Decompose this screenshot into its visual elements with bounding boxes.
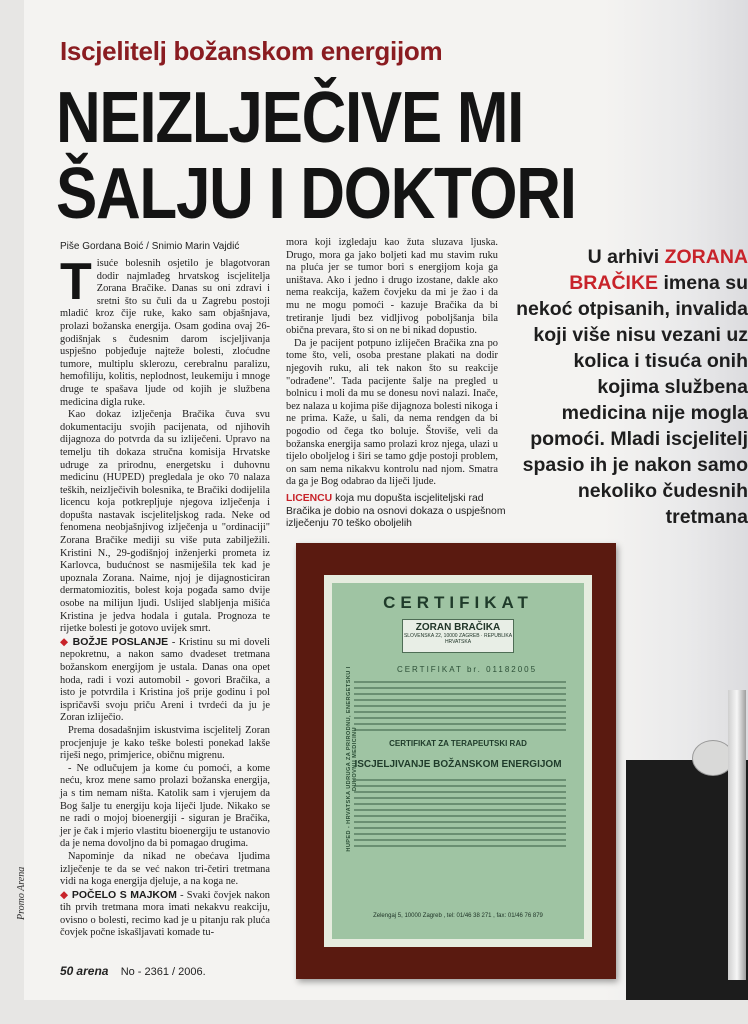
certificate-address: Zelengaj 5, 10000 Zagreb , tel: 01/46 38 271 , fax: 01/46 76 879 xyxy=(373,913,543,919)
paragraph: Kao dokaz izlječenja Bračika čuva svu dokumentaciju svojih pacijenata, od njihovih dijagnoza do potvrda da su izliječeni. Upravo na temelju tih dokaza stručna komisija Hrvatske udruge za prirodnu, energetsku i duhovnu medicinu (HUPED) pregledala je oko 70 nalaza teških, neizlječivih bolesnika, te Bračiki dodijelila licencu koja potkrepljuje njegova izlječenja i dopušta nastavak iscjeliteljskog rada. Neke od fenomena neobjašnjivog izlječenja u "ordinaciji" Zorana Bračike mediji su više puta zabilježili. Kristini N., 29-godišnjoj inženjerki prometa iz Karlovca, budućnost se nasmiješila tek kad je upoznala Zorana. Naime, njoj je dijagnosticiran dermatomiozitis, bolest koja pogađa samo dvije osobe na milijun ljudi. Uslijed slabljenja mišića Kristina je jedva hodala i gutala. Prognoza te rijetke bolesti je gotovo uvijek smrt. xyxy=(60,409,270,635)
certificate-vertical-text: HUPED - HRVATSKA UDRUGA ZA PRIRODNU, ENERGETSKU I DUHOVNU MEDICINU xyxy=(346,666,358,852)
column-2 xyxy=(286,237,498,489)
paragraph: mora koji izgledaju kao žuta sluzava ljuska. Drugo, mora ga jako boljeti kad mu stavim ruku na pluća jer se tumor bori s energijom koja ga uništava. Ako i jedno i drugo izostane, dakle ako nema reakcija, kažem čovjeku da mi je žao i da mu ne mogu pomoći - kazuje Bračika da bi tretiranje ljudi bez vidljivog poboljšanja bila obična prevara, što si on ne bi nikad dopustio. xyxy=(286,237,498,337)
magazine-page xyxy=(16,0,748,1000)
headline-line-1: NEIZLJEČIVE MI xyxy=(56,78,524,158)
certificate-field: ISCJELJIVANJE BOŽANSKOM ENERGIJOM xyxy=(354,759,562,770)
diamond-icon: ◆ xyxy=(60,636,70,648)
paragraph: ◆ POČELO S MAJKOM - Svaki čovjek nakon tih prvih tretmana mora imati nekakvu reakciju, ovisno o bolesti, recimo kad je u pitanju rak pluća čovjek počne iskašljavati komade tu- xyxy=(60,888,270,939)
headline-line-2: ŠALJU I DOKTORI xyxy=(56,154,576,234)
page-number: 50 xyxy=(60,964,74,978)
paragraph: - Ne odlučujem ja kome ću pomoći, a kome neću, kroz mene samo prolazi božanska energija, ja s tim nemam ništa. Katolik sam i vjerujem da Bog šalje tu energiju koja liječi ljude. Nikako se ne radi o mojoj bioenergiji - siguran je Bračika, jer je čak i mjerio vlastitu bioenergiju te ustanovio da je nema dovoljno da bi pomagao drugima. xyxy=(60,762,270,850)
issue-number: No - 2361 / 2006. xyxy=(120,966,206,978)
subheading: POČELO S MAJKOM xyxy=(71,888,177,901)
certificate-number: CERTIFIKAT br. 01182005 xyxy=(396,665,538,674)
kicker: Iscjelitelj božanskom energijom xyxy=(60,36,443,66)
certificate-name: ZORAN BRAČIKA SLOVENSKA 22, 10000 ZAGREB · REPUBLIKA HRVATSKA xyxy=(402,619,514,653)
byline: Piše Gordana Boić / Snimio Marin Vajdić xyxy=(60,241,240,252)
headline xyxy=(56,80,744,232)
certificate-title: CERTIFIKAT xyxy=(383,593,533,612)
paragraph: Prema dosadašnjim iskustvima iscjelitelj Zoran procjenjuje je kako teške bolesti ponekad lakše riješi nego, primjerice, običnu migrenu. xyxy=(60,724,270,762)
certificate-heading: CERTIFIKAT ZA TERAPEUTSKI RAD xyxy=(389,739,527,748)
column-1 xyxy=(60,253,270,940)
paragraph: Tisuće bolesnih osjetilo je blagotvoran dodir najmlađeg hrvatskog iscjelitelja Zorana Bračike. Danas su oni zdravi i sretni što su čuli da u Zagrebu postoji mladić kroz čije ruke, kako sam objašnjava, prolazi božanska energija. Osam godina ovaj 26-godišnjak s čudesnim darom iscjeljivanja uspješno pobjeđuje najteže bolesti, zloćudne tumore, multiplu sklerozu, cerebralnu paralizu, hemofiliju, kolitis, neplodnost, leukemiju i mnoge druge te spašava ljude od kojih je službena medicina digla ruke. xyxy=(60,253,270,408)
magazine-name: arena xyxy=(76,964,109,978)
frame-mat xyxy=(324,575,592,947)
certificate-text-lines xyxy=(354,681,566,735)
paragraph: Da je pacijent potpuno izliječen Bračika zna po tome što, veli, osoba prestane plakati na dodir njegovih ruku, ali tek nakon što su reakcije "odrađene". Tada pacijente šalje na pregled u bolnicu i moli da mu se donesu novi nalazi. Inače, bez nalaza u kojima piše dijagnoza bolesti nikoga i ne prima. Kaže, u šali, da nema rendgen da bi pogodio od čega tko boluje. Štoviše, veli da božanska energija samo prolazi kroz njega, ulazi u tijelo oboljelog i širi se tamo gdje postoji problem, on sam nema nikakvu kontrolu nad njom. Smatra da ga je Bog odabrao da liječi ljude. xyxy=(286,337,498,488)
side-label: Promo Arena xyxy=(16,866,27,920)
photo-caption: LICENCU koja mu dopušta iscjeliteljski rad Bračika je dobio na osnovi dokaza o uspješnom izlječenju 70 teško oboljelih xyxy=(286,493,506,529)
certificate xyxy=(332,583,584,939)
subheading: BOŽJE POSLANJE xyxy=(72,635,169,648)
diamond-icon: ◆ xyxy=(60,889,69,901)
certificate-text-lines xyxy=(354,779,566,851)
footer xyxy=(60,964,206,978)
certificate-frame xyxy=(296,543,616,979)
drop-cap: T xyxy=(60,253,92,311)
silver-ornament xyxy=(728,690,746,980)
pull-quote: U arhivi ZORANA BRAČIKE imena su nekoć otpisanih, invalida koji više nisu vezani uz kolica i tisuća onih kojima službena medicina nije mogla pomoći. Mladi iscjelitelj spasio ih je nakon samo nekoliko čudesnih tretmana xyxy=(516,246,748,528)
paragraph: Napominje da nikad ne obećava ljudima izlječenje te da se već nakon tri-četiri tretmana vidi na koga energija djeluje, a na koga ne. xyxy=(60,850,270,888)
paragraph: ◆ BOŽJE POSLANJE - Kristinu su mi doveli nepokretnu, a nakon samo dvadeset tretmana božanskom energijom je ustala. Danas ona opet hoda, radi i vozi automobil - govori Bračika, a isto je potvrdila i Kristina još prije godinu i pol ispričavši svoju priču Areni i tvrdeći da ju je Zoran izliječio. xyxy=(60,635,270,724)
